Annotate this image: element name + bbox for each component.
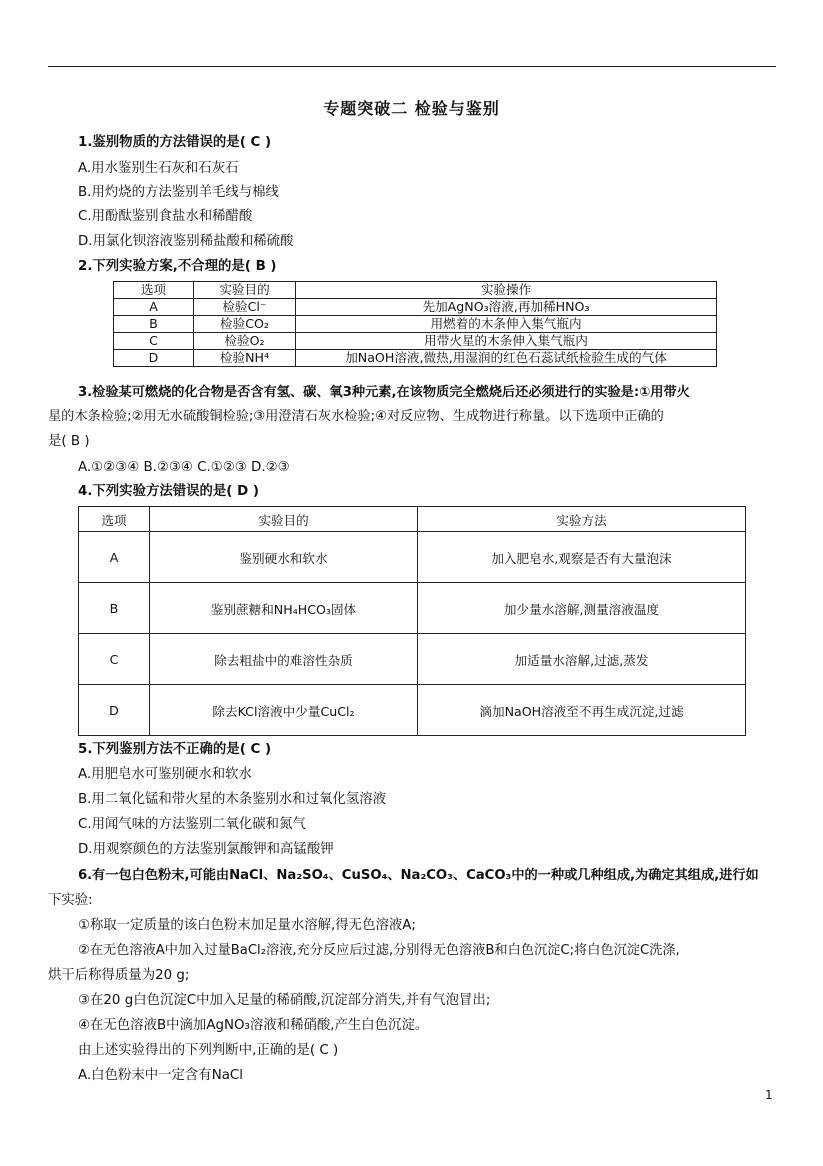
table-row — [114, 350, 717, 367]
page-title: 专题突破二 检验与鉴别 — [323, 99, 500, 118]
q6-line-5: 烘干后称得质量为20 g; — [48, 968, 190, 983]
q1-option-a: A.用水鉴别生石灰和石灰石 — [78, 161, 239, 176]
table-cell: 用带火星的木条伸入集气瓶内 — [296, 333, 717, 350]
table-cell: 加少量水溶解,测量溶液温度 — [418, 583, 746, 634]
q3-options: A.①②③④ B.②③④ C.①②③ D.②③ — [78, 460, 290, 475]
q6-line-9: A.白色粉末中一定含有NaCl — [78, 1068, 243, 1083]
table-row — [79, 634, 746, 685]
q5-option-b: B.用二氧化锰和带火星的木条鉴别水和过氧化氢溶液 — [78, 792, 387, 807]
q1-option-b: B.用灼烧的方法鉴别羊毛线与棉线 — [78, 185, 279, 200]
header-rule — [48, 66, 776, 67]
table-header-cell: 实验操作 — [296, 282, 717, 299]
q6-line-8: 由上述实验得出的下列判断中,正确的是( C ) — [78, 1043, 339, 1058]
q3-stem-line-3: 是( B ) — [48, 434, 90, 449]
table-cell: 加适量水溶解,过滤,蒸发 — [418, 634, 746, 685]
q6-line-1 — [78, 866, 759, 886]
table-cell: D — [114, 350, 194, 367]
table-header-row — [79, 507, 746, 532]
q6-line-4: ②在无色溶液A中加入过量BaCl₂溶液,充分反应后过滤,分别得无色溶液B和白色沉淀C;将白色沉淀C洗涤, — [78, 943, 680, 958]
table-cell: 检验NH⁴ — [194, 350, 296, 367]
q6-line-7: ④在无色溶液B中滴加AgNO₃溶液和稀硝酸,产生白色沉淀。 — [78, 1018, 429, 1033]
table-cell: B — [79, 583, 150, 634]
q2-table — [113, 281, 717, 367]
table-cell: 检验O₂ — [194, 333, 296, 350]
table-cell: 先加AgNO₃溶液,再加稀HNO₃ — [296, 299, 717, 316]
q5-option-c: C.用闻气味的方法鉴别二氧化碳和氮气 — [78, 817, 306, 832]
q1-option-c: C.用酚酞鉴别食盐水和稀醋酸 — [78, 209, 253, 224]
table-row — [79, 583, 746, 634]
table-header-cell: 选项 — [79, 507, 150, 532]
table-cell: 除去KCl溶液中少量CuCl₂ — [150, 685, 418, 736]
table-cell: C — [79, 634, 150, 685]
table-cell: 加入肥皂水,观察是否有大量泡沫 — [418, 532, 746, 583]
table-cell: 鉴别蔗糖和NH₄HCO₃固体 — [150, 583, 418, 634]
table-cell: 加NaOH溶液,微热,用湿润的红色石蕊试纸检验生成的气体 — [296, 350, 717, 367]
q6-line-3: ①称取一定质量的该白色粉末加足量水溶解,得无色溶液A; — [78, 918, 416, 933]
q3-stem-text: 3.检验某可燃烧的化合物是否含有氢、碳、氧3种元素,在该物质完全燃烧后还必须进行的实验是:①用带火 — [78, 385, 690, 400]
q2-stem: 2.下列实验方案,不合理的是( B ) — [78, 259, 277, 274]
table-header-cell: 实验目的 — [194, 282, 296, 299]
q5-option-a: A.用肥皂水可鉴别硬水和软水 — [78, 767, 252, 782]
q4-table — [78, 506, 746, 736]
table-cell: 检验Cl⁻ — [194, 299, 296, 316]
table-cell: 鉴别硬水和软水 — [150, 532, 418, 583]
table-cell: A — [79, 532, 150, 583]
table-cell: D — [79, 685, 150, 736]
q6-line-2: 下实验: — [48, 893, 93, 908]
table-row — [114, 299, 717, 316]
table-cell: 用燃着的木条伸入集气瓶内 — [296, 316, 717, 333]
table-header-cell: 选项 — [114, 282, 194, 299]
q3-stem-line-2: 星的木条检验;②用无水硫酸铜检验;③用澄清石灰水检验;④对反应物、生成物进行称量。以下选项中正确的 — [48, 409, 664, 424]
table-header-row — [114, 282, 717, 299]
table-row — [79, 685, 746, 736]
table-cell: 检验CO₂ — [194, 316, 296, 333]
q1-stem: 1.鉴别物质的方法错误的是( C ) — [78, 135, 272, 150]
table-row — [114, 333, 717, 350]
q6-stem-text: 6.有一包白色粉末,可能由NaCl、Na₂SO₄、CuSO₄、Na₂CO₃、CaCO₃中的一种或几种组成,为确定其组成,进行如 — [78, 868, 759, 883]
q6-line-6: ③在20 g白色沉淀C中加入足量的稀硝酸,沉淀部分消失,并有气泡冒出; — [78, 993, 491, 1008]
table-cell: C — [114, 333, 194, 350]
table-row — [79, 532, 746, 583]
page-number: 1 — [765, 1088, 773, 1102]
table-header-cell: 实验目的 — [150, 507, 418, 532]
q5-stem: 5.下列鉴别方法不正确的是( C ) — [78, 742, 272, 757]
q1-option-d: D.用氯化钡溶液鉴别稀盐酸和稀硫酸 — [78, 234, 294, 249]
table-row — [114, 316, 717, 333]
q5-option-d: D.用观察颜色的方法鉴别氯酸钾和高锰酸钾 — [78, 842, 334, 857]
table-header-cell: 实验方法 — [418, 507, 746, 532]
table-cell: A — [114, 299, 194, 316]
table-cell: 滴加NaOH溶液至不再生成沉淀,过滤 — [418, 685, 746, 736]
q3-stem-line-1 — [78, 383, 690, 403]
table-cell: 除去粗盐中的难溶性杂质 — [150, 634, 418, 685]
table-cell: B — [114, 316, 194, 333]
q4-stem: 4.下列实验方法错误的是( D ) — [78, 484, 259, 499]
